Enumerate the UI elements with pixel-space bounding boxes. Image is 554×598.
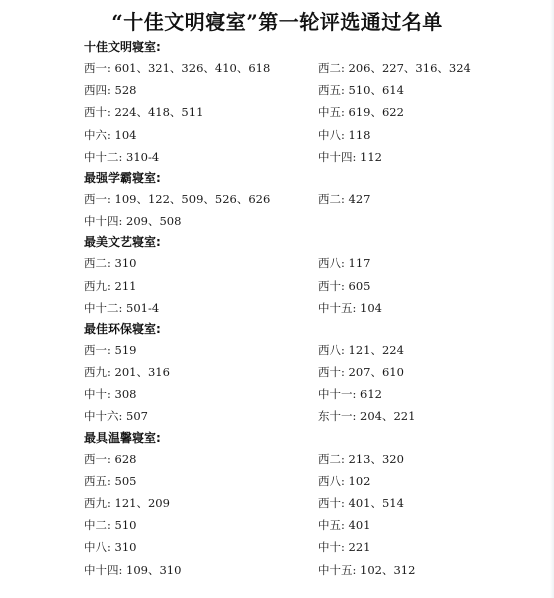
dorm-entry: 中六: 104 bbox=[84, 127, 137, 142]
section-ten-best-civilized bbox=[84, 37, 544, 168]
dorm-entry: 中十: 221 bbox=[318, 540, 371, 555]
dorm-entry: 东十一: 204、221 bbox=[318, 409, 416, 424]
dorm-entry: 西十: 401、514 bbox=[318, 496, 404, 510]
section-heading: 最美文艺寝室: bbox=[84, 235, 161, 250]
dorm-entry: 中八: 118 bbox=[318, 127, 371, 142]
dorm-entry: 西五: 510、614 bbox=[318, 83, 404, 98]
dorm-entry: 西一: 519 bbox=[84, 342, 137, 357]
section-entries bbox=[84, 448, 544, 581]
dorm-entry: 中十四: 209、508 bbox=[84, 214, 182, 229]
dorm-entry: 西二: 310 bbox=[84, 256, 137, 271]
dorm-entry: 中十二: 310-4 bbox=[84, 149, 160, 164]
section-entries bbox=[84, 188, 544, 232]
section-heading: 最具温馨寝室: bbox=[84, 430, 161, 445]
document-title: “十佳文明寝室”第一轮评选通过名单 bbox=[111, 10, 443, 34]
dorm-entry: 西四: 528 bbox=[84, 83, 137, 98]
section-entries bbox=[84, 57, 544, 168]
dorm-entry: 中十一: 612 bbox=[318, 387, 382, 402]
dorm-entry: 西十: 224、418、511 bbox=[84, 105, 204, 120]
list-content bbox=[84, 37, 544, 581]
dorm-entry: 西五: 505 bbox=[84, 473, 137, 488]
empty-cell bbox=[318, 210, 544, 232]
dorm-entry: 西一: 601、321、326、410、618 bbox=[84, 61, 271, 75]
dorm-entry: 西二: 213、320 bbox=[318, 451, 404, 466]
dorm-entry: 中十二: 501-4 bbox=[84, 300, 160, 315]
dorm-entry: 西二: 427 bbox=[318, 191, 371, 206]
dorm-entry: 西八: 102 bbox=[318, 473, 371, 488]
dorm-entry: 西一: 109、122、509、526、626 bbox=[84, 191, 271, 206]
section-entries bbox=[84, 339, 544, 428]
dorm-entry: 中五: 619、622 bbox=[318, 105, 404, 120]
dorm-entry: 中十四: 109、310 bbox=[84, 562, 182, 577]
dorm-entry: 西八: 121、224 bbox=[318, 342, 404, 357]
page-edge-shadow bbox=[550, 0, 554, 598]
section-heading: 最强学霸寝室: bbox=[84, 170, 161, 185]
section-entries bbox=[84, 252, 544, 319]
section-best-eco bbox=[84, 319, 544, 428]
dorm-entry: 西二: 206、227、316、324 bbox=[318, 61, 471, 75]
dorm-entry: 西一: 628 bbox=[84, 451, 137, 466]
dorm-entry: 中十: 308 bbox=[84, 387, 137, 402]
dorm-entry: 西十: 605 bbox=[318, 278, 371, 293]
dorm-entry: 中二: 510 bbox=[84, 518, 137, 533]
dorm-entry: 中十五: 104 bbox=[318, 300, 382, 315]
dorm-entry: 西九: 121、209 bbox=[84, 496, 170, 510]
section-heading: 十佳文明寝室: bbox=[84, 40, 161, 54]
dorm-entry: 西九: 201、316 bbox=[84, 365, 170, 380]
dorm-entry: 西八: 117 bbox=[318, 256, 371, 271]
dorm-entry: 中八: 310 bbox=[84, 540, 137, 555]
section-most-artistic bbox=[84, 232, 544, 319]
dorm-entry: 中十六: 507 bbox=[84, 409, 148, 424]
dorm-entry: 西十: 207、610 bbox=[318, 365, 404, 380]
dorm-entry: 中十五: 102、312 bbox=[318, 562, 416, 577]
section-most-cozy bbox=[84, 428, 544, 581]
dorm-entry: 中五: 401 bbox=[318, 518, 371, 533]
dorm-entry: 西九: 211 bbox=[84, 278, 137, 293]
section-top-scholar bbox=[84, 168, 544, 232]
section-heading: 最佳环保寝室: bbox=[84, 321, 161, 336]
dorm-entry: 中十四: 112 bbox=[318, 149, 382, 164]
